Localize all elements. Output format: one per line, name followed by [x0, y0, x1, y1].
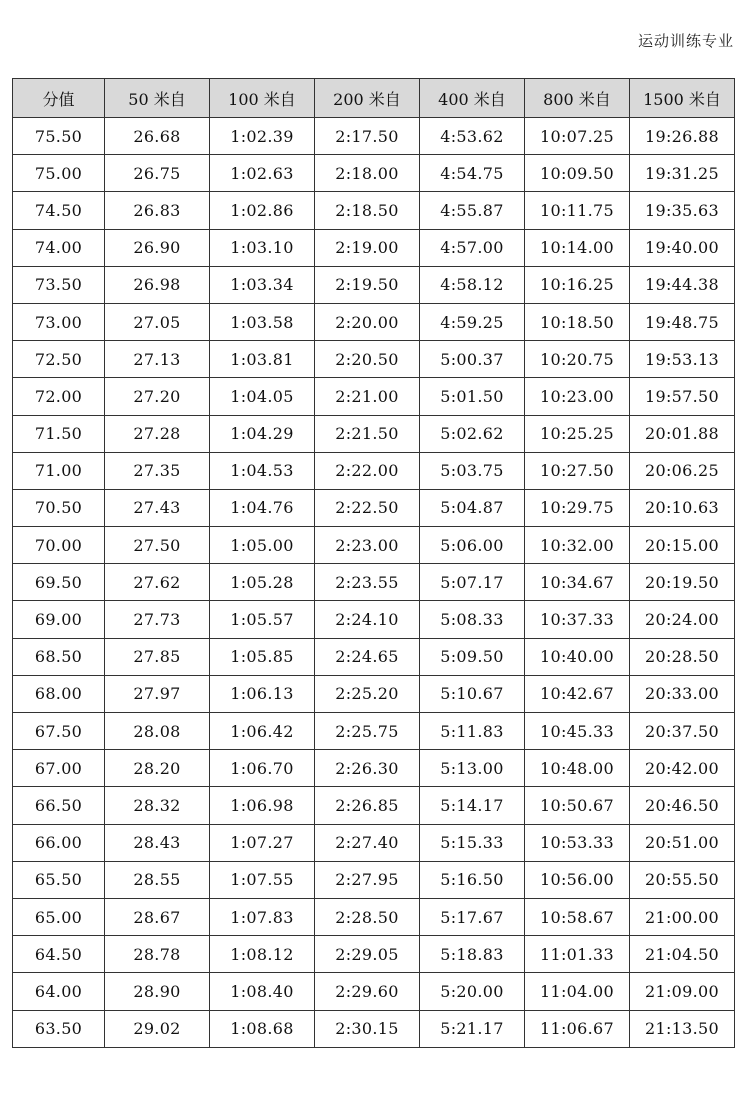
time-cell: 2:26.85 [315, 787, 420, 824]
score-cell: 71.00 [13, 452, 105, 489]
time-cell: 5:17.67 [420, 898, 525, 935]
time-cell: 27.50 [105, 527, 210, 564]
time-cell: 10:18.50 [525, 303, 630, 340]
score-cell: 74.00 [13, 229, 105, 266]
time-cell: 10:48.00 [525, 750, 630, 787]
time-cell: 5:04.87 [420, 489, 525, 526]
time-cell: 28.08 [105, 713, 210, 750]
time-cell: 1:08.12 [210, 936, 315, 973]
table-row [13, 341, 735, 378]
time-cell: 2:29.05 [315, 936, 420, 973]
time-cell: 27.97 [105, 675, 210, 712]
time-cell: 5:09.50 [420, 638, 525, 675]
time-cell: 27.20 [105, 378, 210, 415]
table-row [13, 936, 735, 973]
time-cell: 1:03.10 [210, 229, 315, 266]
time-cell: 26.83 [105, 192, 210, 229]
time-cell: 2:25.75 [315, 713, 420, 750]
time-cell: 4:59.25 [420, 303, 525, 340]
table-row [13, 378, 735, 415]
time-cell: 21:09.00 [630, 973, 735, 1010]
time-cell: 28.55 [105, 861, 210, 898]
score-cell: 71.50 [13, 415, 105, 452]
table-row [13, 638, 735, 675]
time-cell: 20:55.50 [630, 861, 735, 898]
time-cell: 10:58.67 [525, 898, 630, 935]
table-row [13, 824, 735, 861]
time-cell: 2:22.50 [315, 489, 420, 526]
time-cell: 5:10.67 [420, 675, 525, 712]
time-cell: 2:20.00 [315, 303, 420, 340]
column-header-200m-free: 200 米自 [315, 79, 420, 118]
time-cell: 1:02.39 [210, 118, 315, 155]
score-cell: 68.00 [13, 675, 105, 712]
time-cell: 5:02.62 [420, 415, 525, 452]
time-cell: 2:28.50 [315, 898, 420, 935]
table-row [13, 675, 735, 712]
time-cell: 5:21.17 [420, 1010, 525, 1047]
time-cell: 10:07.25 [525, 118, 630, 155]
table-row [13, 155, 735, 192]
time-cell: 1:04.29 [210, 415, 315, 452]
score-cell: 69.50 [13, 564, 105, 601]
table-row [13, 898, 735, 935]
time-cell: 1:04.05 [210, 378, 315, 415]
time-cell: 2:18.50 [315, 192, 420, 229]
table-header [13, 79, 735, 118]
score-cell: 73.00 [13, 303, 105, 340]
time-cell: 28.43 [105, 824, 210, 861]
score-cell: 64.00 [13, 973, 105, 1010]
time-cell: 19:40.00 [630, 229, 735, 266]
time-cell: 1:05.00 [210, 527, 315, 564]
time-cell: 20:10.63 [630, 489, 735, 526]
time-cell: 1:05.28 [210, 564, 315, 601]
time-cell: 20:24.00 [630, 601, 735, 638]
score-cell: 72.50 [13, 341, 105, 378]
time-cell: 19:35.63 [630, 192, 735, 229]
time-cell: 20:28.50 [630, 638, 735, 675]
time-cell: 5:01.50 [420, 378, 525, 415]
table-body [13, 118, 735, 1048]
time-cell: 19:53.13 [630, 341, 735, 378]
time-cell: 10:42.67 [525, 675, 630, 712]
time-cell: 2:23.00 [315, 527, 420, 564]
time-cell: 5:07.17 [420, 564, 525, 601]
header-row [13, 79, 735, 118]
column-header-1500m-free: 1500 米自 [630, 79, 735, 118]
time-cell: 20:06.25 [630, 452, 735, 489]
time-cell: 2:18.00 [315, 155, 420, 192]
time-cell: 4:58.12 [420, 266, 525, 303]
time-cell: 20:01.88 [630, 415, 735, 452]
time-cell: 4:54.75 [420, 155, 525, 192]
time-cell: 2:26.30 [315, 750, 420, 787]
time-cell: 2:19.00 [315, 229, 420, 266]
time-cell: 10:45.33 [525, 713, 630, 750]
time-cell: 29.02 [105, 1010, 210, 1047]
time-cell: 10:29.75 [525, 489, 630, 526]
time-cell: 27.73 [105, 601, 210, 638]
time-cell: 10:23.00 [525, 378, 630, 415]
table-row [13, 564, 735, 601]
table-row [13, 861, 735, 898]
table-row [13, 192, 735, 229]
time-cell: 19:48.75 [630, 303, 735, 340]
time-cell: 1:06.13 [210, 675, 315, 712]
score-cell: 67.50 [13, 713, 105, 750]
time-cell: 20:15.00 [630, 527, 735, 564]
time-cell: 28.78 [105, 936, 210, 973]
time-cell: 5:14.17 [420, 787, 525, 824]
time-cell: 1:06.70 [210, 750, 315, 787]
time-cell: 10:56.00 [525, 861, 630, 898]
column-header-score: 分值 [13, 79, 105, 118]
time-cell: 4:55.87 [420, 192, 525, 229]
table-row [13, 973, 735, 1010]
time-cell: 10:20.75 [525, 341, 630, 378]
time-cell: 2:27.95 [315, 861, 420, 898]
table-row [13, 750, 735, 787]
score-cell: 66.00 [13, 824, 105, 861]
time-cell: 11:04.00 [525, 973, 630, 1010]
time-cell: 1:04.76 [210, 489, 315, 526]
table-row [13, 787, 735, 824]
score-cell: 67.00 [13, 750, 105, 787]
time-cell: 28.20 [105, 750, 210, 787]
time-cell: 1:07.83 [210, 898, 315, 935]
time-cell: 2:25.20 [315, 675, 420, 712]
time-cell: 5:08.33 [420, 601, 525, 638]
table-row [13, 118, 735, 155]
time-cell: 1:07.55 [210, 861, 315, 898]
time-cell: 20:33.00 [630, 675, 735, 712]
time-cell: 4:57.00 [420, 229, 525, 266]
time-cell: 20:42.00 [630, 750, 735, 787]
time-cell: 28.67 [105, 898, 210, 935]
time-cell: 21:13.50 [630, 1010, 735, 1047]
time-cell: 21:00.00 [630, 898, 735, 935]
table-row [13, 601, 735, 638]
time-cell: 5:16.50 [420, 861, 525, 898]
time-cell: 2:24.10 [315, 601, 420, 638]
table-row [13, 713, 735, 750]
time-cell: 1:08.40 [210, 973, 315, 1010]
time-cell: 20:51.00 [630, 824, 735, 861]
score-cell: 73.50 [13, 266, 105, 303]
score-cell: 66.50 [13, 787, 105, 824]
time-cell: 1:06.42 [210, 713, 315, 750]
time-cell: 27.13 [105, 341, 210, 378]
time-cell: 19:44.38 [630, 266, 735, 303]
time-cell: 10:16.25 [525, 266, 630, 303]
score-cell: 64.50 [13, 936, 105, 973]
time-cell: 2:20.50 [315, 341, 420, 378]
table-row [13, 489, 735, 526]
time-cell: 1:02.63 [210, 155, 315, 192]
time-cell: 4:53.62 [420, 118, 525, 155]
time-cell: 2:22.00 [315, 452, 420, 489]
time-cell: 10:32.00 [525, 527, 630, 564]
column-header-50m-free: 50 米自 [105, 79, 210, 118]
time-cell: 2:19.50 [315, 266, 420, 303]
score-cell: 65.50 [13, 861, 105, 898]
time-cell: 1:05.85 [210, 638, 315, 675]
time-cell: 2:27.40 [315, 824, 420, 861]
time-cell: 1:08.68 [210, 1010, 315, 1047]
column-header-800m-free: 800 米自 [525, 79, 630, 118]
score-cell: 74.50 [13, 192, 105, 229]
time-cell: 26.98 [105, 266, 210, 303]
time-cell: 10:09.50 [525, 155, 630, 192]
score-cell: 65.00 [13, 898, 105, 935]
time-cell: 10:50.67 [525, 787, 630, 824]
time-cell: 2:30.15 [315, 1010, 420, 1047]
time-cell: 2:17.50 [315, 118, 420, 155]
time-cell: 10:11.75 [525, 192, 630, 229]
score-cell: 63.50 [13, 1010, 105, 1047]
table-row [13, 266, 735, 303]
time-cell: 5:06.00 [420, 527, 525, 564]
time-cell: 27.28 [105, 415, 210, 452]
score-cell: 69.00 [13, 601, 105, 638]
time-cell: 10:14.00 [525, 229, 630, 266]
score-cell: 72.00 [13, 378, 105, 415]
time-cell: 28.32 [105, 787, 210, 824]
table-row [13, 1010, 735, 1047]
time-cell: 5:11.83 [420, 713, 525, 750]
time-cell: 11:06.67 [525, 1010, 630, 1047]
time-cell: 1:04.53 [210, 452, 315, 489]
score-cell: 75.50 [13, 118, 105, 155]
table-row [13, 303, 735, 340]
time-cell: 27.43 [105, 489, 210, 526]
time-cell: 10:27.50 [525, 452, 630, 489]
page-header-category: 运动训练专业 [637, 32, 734, 50]
time-cell: 1:03.81 [210, 341, 315, 378]
score-cell: 75.00 [13, 155, 105, 192]
time-cell: 19:31.25 [630, 155, 735, 192]
time-cell: 1:02.86 [210, 192, 315, 229]
time-cell: 2:29.60 [315, 973, 420, 1010]
score-cell: 70.50 [13, 489, 105, 526]
time-cell: 27.05 [105, 303, 210, 340]
score-cell: 68.50 [13, 638, 105, 675]
time-cell: 5:03.75 [420, 452, 525, 489]
time-cell: 26.90 [105, 229, 210, 266]
time-cell: 11:01.33 [525, 936, 630, 973]
time-cell: 5:00.37 [420, 341, 525, 378]
time-cell: 27.35 [105, 452, 210, 489]
score-table [12, 78, 735, 1048]
time-cell: 21:04.50 [630, 936, 735, 973]
time-cell: 1:05.57 [210, 601, 315, 638]
time-cell: 10:40.00 [525, 638, 630, 675]
table-row [13, 527, 735, 564]
column-header-100m-free: 100 米自 [210, 79, 315, 118]
time-cell: 27.62 [105, 564, 210, 601]
time-cell: 1:07.27 [210, 824, 315, 861]
time-cell: 5:15.33 [420, 824, 525, 861]
table-row [13, 229, 735, 266]
time-cell: 20:37.50 [630, 713, 735, 750]
time-cell: 5:20.00 [420, 973, 525, 1010]
time-cell: 10:53.33 [525, 824, 630, 861]
time-cell: 1:03.34 [210, 266, 315, 303]
time-cell: 2:24.65 [315, 638, 420, 675]
time-cell: 5:18.83 [420, 936, 525, 973]
time-cell: 2:23.55 [315, 564, 420, 601]
score-cell: 70.00 [13, 527, 105, 564]
time-cell: 20:46.50 [630, 787, 735, 824]
time-cell: 5:13.00 [420, 750, 525, 787]
time-cell: 1:06.98 [210, 787, 315, 824]
table-row [13, 415, 735, 452]
time-cell: 2:21.00 [315, 378, 420, 415]
time-cell: 10:25.25 [525, 415, 630, 452]
time-cell: 20:19.50 [630, 564, 735, 601]
time-cell: 27.85 [105, 638, 210, 675]
time-cell: 26.75 [105, 155, 210, 192]
time-cell: 2:21.50 [315, 415, 420, 452]
time-cell: 19:26.88 [630, 118, 735, 155]
time-cell: 1:03.58 [210, 303, 315, 340]
time-cell: 28.90 [105, 973, 210, 1010]
table-row [13, 452, 735, 489]
time-cell: 10:37.33 [525, 601, 630, 638]
column-header-400m-free: 400 米自 [420, 79, 525, 118]
time-cell: 19:57.50 [630, 378, 735, 415]
time-cell: 26.68 [105, 118, 210, 155]
time-cell: 10:34.67 [525, 564, 630, 601]
